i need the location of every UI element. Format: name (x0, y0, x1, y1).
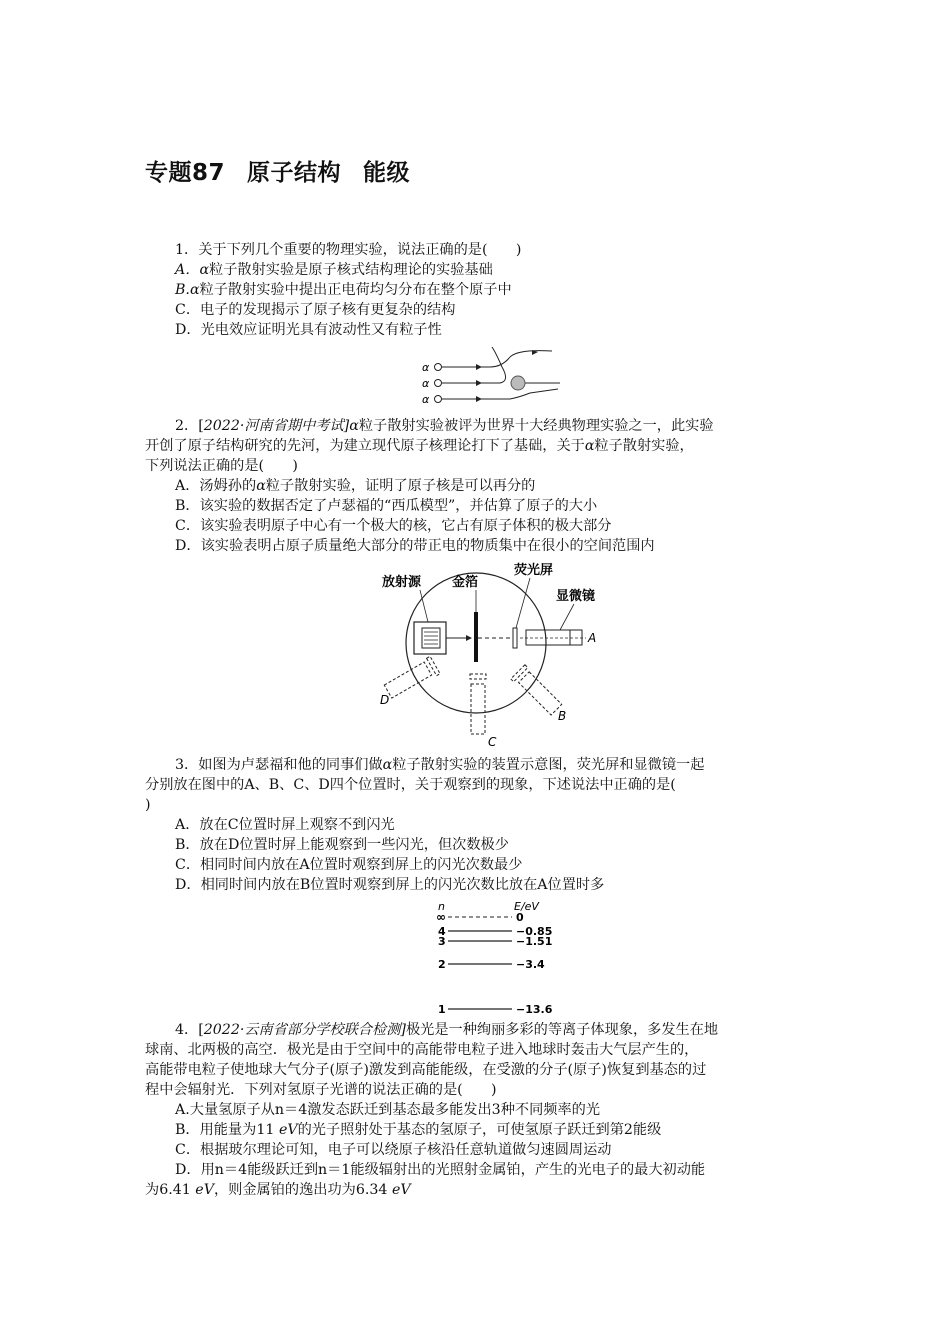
q4-option-a: A.大量氢原子从n＝4激发态跃迁到基态最多能发出3种不同频率的光 (175, 1102, 601, 1118)
title-number: 专题87 (145, 160, 226, 186)
alpha-particle-1 (435, 364, 442, 371)
q4-source: 2022·云南省部分学校联合检测] (203, 1022, 406, 1038)
trajectory-3 (442, 389, 558, 399)
alpha-particle-3 (435, 396, 442, 403)
q4-option-c: C．根据玻尔理论可知，电子可以绕原子核沿任意轨道做匀速圆周运动 (175, 1142, 612, 1158)
q3-line-2: 分别放在图中的A、B、C、D四个位置时，关于观察到的现象，下述说法中正确的是( (145, 777, 676, 793)
title-topic-2: 能级 (363, 160, 411, 186)
microscope-position-d (383, 656, 440, 700)
label-screen: 荧光屏 (514, 563, 554, 578)
gold-foil (474, 612, 478, 662)
q2-option-d: D．该实验表明占原子质量绝大部分的带正电的物质集中在很小的空间范围内 (175, 538, 655, 554)
alpha-label-1: α (422, 361, 430, 374)
level-n-1: 1 (438, 1003, 446, 1016)
q2-line-3: 下列说法正确的是( ) (145, 458, 298, 474)
q3-option-d: D．相同时间内放在B位置时观察到屏上的闪光次数比放在A位置时多 (175, 877, 605, 893)
q4-option-d-line-1: D．用n＝4能级跃迁到n＝1能级辐射出的光照射金属铂，产生的光电子的最大初动能 (175, 1162, 706, 1178)
radiation-source (414, 622, 446, 654)
label-a: A (588, 631, 597, 645)
level-n-4: 4 (438, 925, 446, 938)
label-c: C (488, 735, 497, 749)
level-e-3: −1.51 (516, 935, 553, 948)
q3-option-c: C．相同时间内放在A位置时观察到屏上的闪光次数最少 (175, 857, 523, 873)
q4-line-2: 球南、北两极的高空．极光是由于空间中的高能带电粒子进入地球时轰击大气层产生的， (145, 1042, 699, 1058)
alpha-scattering-figure (420, 345, 565, 407)
q4-line-3: 高能带电粒子使地球大气分子(原子)激发到高能能级，在受激的分子(原子)恢复到基态的过 (145, 1062, 707, 1078)
q4-line-4: 程中会辐射光．下列对氢原子光谱的说法正确的是( ) (145, 1082, 497, 1098)
axis-label-energy: E/eV (514, 900, 539, 913)
q1-option-c: C．电子的发现揭示了原子核有更复杂的结构 (175, 302, 456, 318)
microscope-position-a (526, 630, 582, 645)
q1-option-d: D．光电效应证明光具有波动性又有粒子性 (175, 322, 442, 338)
q2-line-2: 开创了原子结构研究的先河，为建立现代原子核理论打下了基础，关于α粒子散射实验， (145, 438, 694, 454)
q2-option-a: A．汤姆孙的α粒子散射实验，证明了原子核是可以再分的 (175, 478, 536, 494)
axis-label-n: n (438, 900, 445, 913)
q1-option-b: B.α粒子散射实验中提出正电荷均匀分布在整个原子中 (175, 282, 512, 298)
microscope-position-c (470, 674, 486, 734)
q4-line-1: 4．[2022·云南省部分学校联合检测]极光是一种绚丽多彩的等离子体现象，多发生在地 (175, 1022, 719, 1038)
microscope-position-b (511, 665, 563, 717)
q3-option-a: A．放在C位置时屏上观察不到闪光 (175, 817, 395, 833)
label-source: 放射源 (382, 575, 422, 590)
q3-option-b: B．放在D位置时屏上能观察到一些闪光，但次数极少 (175, 837, 509, 853)
alpha-particle-2 (435, 380, 442, 387)
level-e-4: −0.85 (516, 925, 553, 938)
q3-line-1: 3．如图为卢瑟福和他的同事们做α粒子散射实验的装置示意图，荧光屏和显微镜一起 (175, 757, 705, 773)
page-title (145, 154, 410, 187)
q1-option-a: A．α粒子散射实验是原子核式结构理论的实验基础 (175, 262, 493, 278)
level-n-inf: ∞ (436, 910, 446, 924)
alpha-label-3: α (422, 393, 430, 406)
q4-option-d-line-2: 为6.41 eV，则金属铂的逸出功为6.34 eV (145, 1182, 411, 1198)
level-e-inf: 0 (516, 911, 524, 924)
level-e-1: −13.6 (516, 1003, 553, 1016)
q2-line-1: 2．[2022·河南省期中考试]α粒子散射实验被评为世界十大经典物理实验之一，此实验 (175, 418, 714, 434)
level-n-3: 3 (438, 935, 446, 948)
q4-option-b: B．用能量为11 eV的光子照射处于基态的氢原子，可使氢原子跃迁到第2能级 (175, 1122, 662, 1138)
q1-stem: 1．关于下列几个重要的物理实验，说法正确的是( ) (175, 242, 522, 258)
label-d: D (380, 693, 390, 707)
level-n-2: 2 (438, 958, 446, 971)
fluorescent-screen (513, 628, 517, 648)
q2-source: 2022·河南省期中考试] (203, 418, 350, 434)
q2-option-b: B．该实验的数据否定了卢瑟福的“西瓜模型”，并估算了原子的大小 (175, 498, 598, 514)
title-topic-1: 原子结构 (247, 160, 342, 186)
q3-line-3: ) (145, 797, 151, 813)
label-b: B (558, 709, 567, 723)
rutherford-apparatus-figure (370, 562, 610, 750)
label-microscope: 显微镜 (556, 589, 596, 604)
nucleus (511, 376, 525, 390)
level-e-2: −3.4 (516, 958, 545, 971)
label-gold-foil: 金箔 (452, 575, 479, 590)
alpha-label-2: α (422, 377, 430, 390)
energy-level-diagram (432, 898, 562, 1018)
trajectory-2 (442, 347, 506, 383)
q2-option-c: C．该实验表明原子中心有一个极大的核，它占有原子体积的极大部分 (175, 518, 612, 534)
